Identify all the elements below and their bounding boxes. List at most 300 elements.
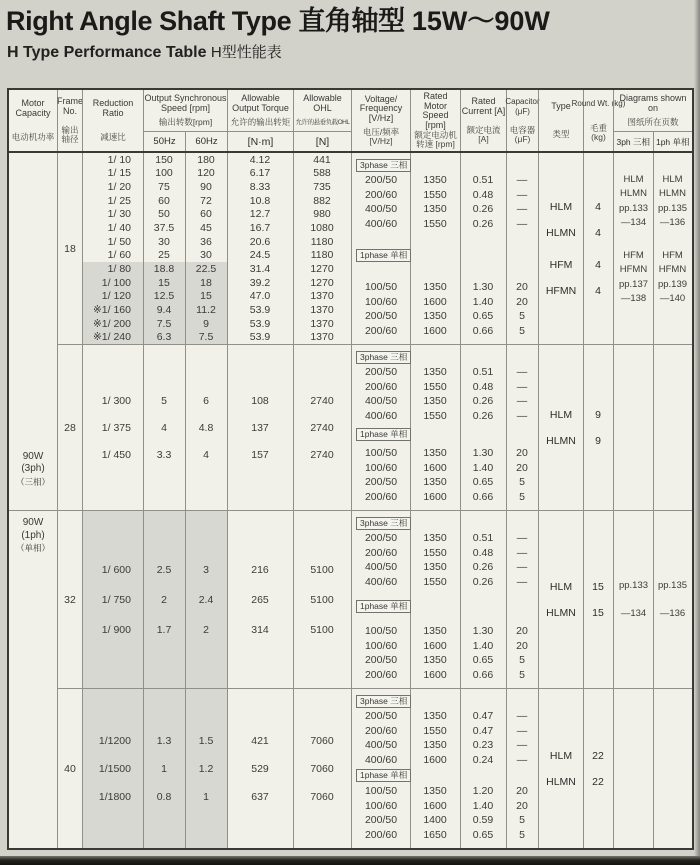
torque-value: 216 [251, 563, 269, 576]
type-value: HLMN [546, 226, 576, 239]
capacitor-value: — [516, 724, 528, 737]
rated-current-value: 0.65 [472, 476, 494, 489]
diagram-columns [613, 689, 692, 848]
elec-row [352, 295, 538, 310]
diagram-3ph-cell [614, 689, 653, 848]
torque-value: 16.7 [249, 222, 271, 235]
capacitor-value: — [516, 188, 528, 201]
spacer [352, 615, 538, 625]
diagram-page-ref: HLMN [620, 188, 647, 200]
header-rated-current-en: Rated Current [A] [461, 96, 506, 116]
rated-current-value: 0.48 [472, 188, 494, 201]
header-output-speed [143, 90, 227, 151]
capacitor-value: 20 [516, 625, 528, 638]
torque-value: 529 [251, 762, 269, 775]
ohl-value: 7060 [310, 762, 334, 775]
voltage-frequency-value: 200/60 [364, 380, 398, 393]
elec-row [352, 624, 538, 639]
mech-row [83, 623, 351, 637]
torque-value: 20.6 [249, 235, 271, 248]
elec-row [352, 188, 538, 203]
rated-current-value: 0.51 [472, 174, 494, 187]
rated-speed-value: 1350 [423, 310, 447, 323]
voltage-frequency-value: 100/60 [364, 295, 398, 308]
capacitor-value: — [516, 575, 528, 588]
diagram-1ph-cell [653, 511, 692, 688]
voltage-frequency-value: 400/50 [364, 203, 398, 216]
voltage-frequency-value: 200/50 [364, 532, 398, 545]
frame-block-28 [57, 345, 692, 511]
voltage-frequency-value: 200/50 [364, 310, 398, 323]
weight-value: 15 [592, 606, 604, 619]
capacitor-value: 5 [519, 668, 525, 681]
phase-3ph-label-text: 3phase 三相 [356, 695, 411, 708]
type-weight-columns [538, 153, 613, 344]
speed-50hz-value: 75 [158, 181, 170, 194]
reduction-ratio-value: 1/ 300 [101, 394, 131, 407]
mech-row [83, 262, 351, 276]
page-title [6, 6, 700, 36]
motor-phase-value: (1ph) [21, 529, 45, 541]
voltage-frequency-value: 100/60 [364, 639, 398, 652]
capacitor-value: — [516, 380, 528, 393]
speed-60hz-value: 11.2 [196, 303, 216, 316]
weight-value: 9 [595, 434, 601, 447]
diagram-page-ref: pp.133 [618, 202, 649, 214]
diagram-page-ref: HFMN [619, 264, 648, 276]
phase-3ph-label [352, 515, 538, 531]
header-ohl-unit: [N] [294, 131, 351, 151]
diagram-columns [613, 511, 692, 688]
ohl-value: 2740 [310, 421, 334, 434]
phase-3ph-label [352, 349, 538, 365]
capacitor-value: — [516, 532, 528, 545]
mechanical-columns [82, 153, 351, 344]
type-weight-row [539, 580, 613, 594]
type-value: HFMN [545, 284, 577, 297]
elec-row [352, 173, 538, 188]
elec-row [352, 446, 538, 461]
frame-block-18 [57, 153, 692, 345]
diagram-page-ref: pp.133 [618, 580, 649, 592]
weight-value: 4 [595, 200, 601, 213]
frame-no-cell [57, 689, 82, 848]
frame-block-32 [57, 511, 692, 689]
rated-speed-value: 1350 [423, 476, 447, 489]
torque-value: 24.5 [249, 249, 271, 262]
phase-3ph-label-text: 3phase 三相 [356, 517, 411, 530]
ohl-value: 1180 [310, 249, 334, 262]
ohl-value: 1270 [310, 262, 334, 275]
spacer [352, 231, 538, 248]
rated-speed-value: 1350 [423, 395, 447, 408]
speed-50hz-value: 1.7 [156, 623, 172, 636]
speed-50hz-value: 25 [158, 249, 170, 262]
rated-current-value: 0.26 [472, 409, 494, 422]
reduction-ratio-value: 1/ 900 [101, 623, 131, 636]
speed-60hz-value: 18 [200, 276, 212, 289]
header-output-speed-en: Output Synchronous Speed [rpm] [144, 93, 227, 113]
header-allowable-torque-zh: 允许的输出转矩 [230, 116, 291, 127]
phase-3ph-label [352, 693, 538, 709]
speed-50hz-value: 5 [161, 394, 167, 407]
elec-row [352, 828, 538, 843]
header-capacitor-en: Capacitor (μF) [505, 97, 540, 116]
rated-current-value: 0.65 [472, 654, 494, 667]
rated-current-value: 1.30 [472, 625, 494, 638]
type-weight-row [539, 775, 613, 789]
speed-60hz-value: 4 [203, 448, 209, 461]
capacitor-value: — [516, 203, 528, 216]
frame-no-cell [57, 511, 82, 688]
torque-value: 8.33 [249, 181, 271, 194]
elec-row [352, 546, 538, 561]
header-reduction-ratio-en: Reduction Ratio [92, 98, 134, 118]
type-weight-row [539, 284, 613, 298]
header-voltage-frequency [351, 90, 410, 151]
phase-1ph-label [352, 599, 538, 615]
voltage-frequency-value: 200/60 [364, 188, 398, 201]
elec-row [352, 639, 538, 654]
elec-row [352, 365, 538, 380]
capacitor-value: — [516, 409, 528, 422]
header-reduction-ratio-zh: 减速比 [100, 131, 126, 142]
rated-speed-value: 1600 [423, 295, 447, 308]
header-rated-current [460, 90, 506, 151]
ohl-value: 1370 [310, 303, 334, 316]
header-60hz: 60Hz [185, 132, 227, 151]
rated-current-value: 0.66 [472, 490, 494, 503]
speed-60hz-value: 180 [197, 153, 215, 166]
capacitor-value: 20 [516, 295, 528, 308]
phase-1ph-label-text: 1phase 单相 [356, 769, 411, 782]
speed-50hz-value: 3.3 [156, 448, 172, 461]
motor-phase-zh: （三相） [15, 476, 50, 487]
header-rated-current-zh: 额定电流 [A] [466, 125, 501, 144]
ohl-value: 2740 [310, 448, 334, 461]
rated-speed-value: 1600 [423, 753, 447, 766]
rated-speed-value: 1350 [423, 785, 447, 798]
mech-row [83, 289, 351, 303]
page-title-range: 15W～90W [411, 6, 550, 36]
speed-50hz-value: 1.3 [156, 734, 172, 747]
phase-1ph-label-text: 1phase 单相 [356, 600, 411, 613]
page-edge-shadow [694, 0, 700, 865]
elec-row [352, 653, 538, 668]
voltage-frequency-value: 400/50 [364, 395, 398, 408]
capacitor-value: — [516, 710, 528, 723]
header-frame-no-zh: 输出 轴径 [61, 125, 79, 144]
elec-row [352, 709, 538, 724]
capacitor-value: — [516, 561, 528, 574]
rated-current-value: 1.20 [472, 785, 494, 798]
type-weight-columns [538, 345, 613, 510]
rated-current-value: 0.51 [472, 532, 494, 545]
reduction-ratio-value: 1/ 50 [107, 235, 131, 248]
reduction-ratio-value: 1/1800 [98, 790, 131, 803]
mech-row [83, 303, 351, 317]
diagram-page-ref: —136 [659, 607, 686, 619]
diagram-page-ref: HLMN [659, 188, 686, 200]
capacitor-value: 5 [519, 828, 525, 841]
rated-speed-value: 1600 [423, 461, 447, 474]
torque-value: 10.8 [249, 194, 271, 207]
rated-current-value: 1.30 [472, 447, 494, 460]
rated-speed-value: 1350 [423, 710, 447, 723]
speed-50hz-value: 4 [161, 421, 167, 434]
rated-speed-value: 1600 [423, 668, 447, 681]
ohl-value: 1180 [310, 235, 334, 248]
diagram-1ph-cell [653, 153, 692, 344]
diagram-3ph-cell [614, 345, 653, 510]
type-value: HLM [549, 580, 573, 593]
speed-50hz-value: 1 [161, 762, 167, 775]
torque-value: 265 [251, 593, 269, 606]
diagram-page-ref: pp.135 [657, 202, 688, 214]
mech-row [83, 221, 351, 235]
reduction-ratio-value: 1/1200 [98, 734, 131, 747]
type-weight-row [539, 408, 613, 422]
reduction-ratio-value: ※1/ 160 [93, 303, 131, 316]
torque-value: 157 [251, 448, 269, 461]
rated-speed-value: 1600 [423, 324, 447, 337]
ohl-value: 2740 [310, 394, 334, 407]
diagram-columns [613, 153, 692, 344]
speed-50hz-value: 2 [161, 593, 167, 606]
voltage-frequency-value: 200/50 [364, 654, 398, 667]
diagram-page-ref: pp.135 [657, 580, 688, 592]
rated-speed-value: 1550 [423, 575, 447, 588]
rated-speed-value: 1350 [423, 739, 447, 752]
ohl-value: 5100 [310, 623, 334, 636]
speed-50hz-value: 2.5 [156, 563, 172, 576]
rated-current-value: 0.26 [472, 203, 494, 216]
speed-60hz-value: 60 [200, 208, 212, 221]
phase-3ph-label [352, 157, 538, 173]
header-type-en: Type [551, 100, 571, 111]
header-allowable-torque [227, 90, 293, 151]
type-weight-columns [538, 511, 613, 688]
torque-value: 47.0 [249, 290, 271, 303]
header-output-speed-zh: 输出转数[rpm] [158, 116, 213, 127]
torque-value: 53.9 [249, 331, 271, 344]
elec-row [352, 724, 538, 739]
voltage-frequency-value: 200/50 [364, 366, 398, 379]
speed-60hz-value: 9 [203, 317, 209, 330]
ohl-value: 1370 [310, 331, 334, 344]
mech-row [83, 762, 351, 776]
elec-row [352, 461, 538, 476]
reduction-ratio-value: 1/ 100 [101, 276, 131, 289]
reduction-ratio-value: 1/ 750 [101, 593, 131, 606]
header-allowable-torque-en: Allowable Output Torque [232, 93, 289, 113]
ohl-value: 1080 [310, 222, 334, 235]
mech-row [83, 194, 351, 208]
voltage-frequency-value: 400/60 [364, 217, 398, 230]
speed-60hz-value: 2 [203, 623, 209, 636]
type-value: HLMN [546, 434, 576, 447]
header-diagrams-zh: 图纸所在页数 [627, 116, 679, 127]
header-torque-unit: [N·m] [228, 131, 293, 151]
capacitor-value: — [516, 395, 528, 408]
reduction-ratio-value: 1/ 60 [107, 249, 131, 262]
page-title-en: Right Angle Shaft Type [6, 6, 292, 36]
elec-row [352, 490, 538, 505]
mech-row [83, 421, 351, 435]
table-header-row [9, 90, 692, 153]
elec-row [352, 324, 538, 339]
rated-speed-value: 1550 [423, 546, 447, 559]
mechanical-columns [82, 511, 351, 688]
elec-row [352, 531, 538, 546]
voltage-frequency-value: 200/60 [364, 828, 398, 841]
header-frame-no [57, 90, 82, 151]
capacitor-value: 5 [519, 310, 525, 323]
voltage-frequency-value: 200/60 [364, 668, 398, 681]
elec-row [352, 280, 538, 295]
mech-row [83, 248, 351, 262]
rated-current-value: 0.23 [472, 739, 494, 752]
electrical-columns [351, 345, 538, 510]
diagram-1ph-cell [653, 689, 692, 848]
weight-value: 22 [592, 749, 604, 762]
capacitor-value: — [516, 174, 528, 187]
rated-current-value: 0.48 [472, 380, 494, 393]
ohl-value: 882 [313, 194, 331, 207]
electrical-columns [351, 511, 538, 688]
voltage-frequency-value: 100/50 [364, 625, 398, 638]
rated-current-value: 0.65 [472, 310, 494, 323]
motor-capacity-1ph-cell [9, 511, 57, 848]
torque-value: 421 [251, 734, 269, 747]
elec-row [352, 309, 538, 324]
mechanical-columns [82, 345, 351, 510]
speed-50hz-value: 0.8 [156, 790, 172, 803]
header-capacitor [506, 90, 538, 151]
mech-row [83, 167, 351, 181]
diagram-page-ref: HFM [662, 249, 683, 261]
rated-current-value: 0.47 [472, 724, 494, 737]
elec-row [352, 409, 538, 424]
capacitor-value: 20 [516, 799, 528, 812]
diagram-page-ref: —136 [659, 217, 686, 229]
header-diagrams-en: Diagrams shown on [619, 93, 687, 113]
diagram-columns [613, 345, 692, 510]
page-header [0, 0, 700, 62]
weight-value: 9 [595, 408, 601, 421]
voltage-frequency-value: 200/50 [364, 814, 398, 827]
page-subtitle-zh: H型性能表 [210, 44, 282, 61]
speed-50hz-value: 150 [155, 153, 173, 166]
torque-value: 637 [251, 790, 269, 803]
type-weight-row [539, 226, 613, 240]
diagram-page-ref: —140 [659, 293, 686, 305]
mech-row [83, 276, 351, 290]
header-type-zh: 类型 [552, 129, 570, 140]
rated-speed-value: 1350 [423, 174, 447, 187]
elec-row [352, 668, 538, 683]
rated-current-value: 0.66 [472, 324, 494, 337]
mech-row [83, 153, 351, 167]
elec-row [352, 738, 538, 753]
type-weight-row [539, 606, 613, 620]
rated-current-value: 1.40 [472, 295, 494, 308]
capacitor-value: — [516, 753, 528, 766]
header-motor-capacity-en: Motor Capacity [15, 98, 51, 118]
speed-50hz-value: 100 [155, 167, 173, 180]
rated-current-value: 0.26 [472, 575, 494, 588]
rated-speed-value: 1600 [423, 799, 447, 812]
rated-speed-value: 1400 [423, 814, 447, 827]
rated-current-value: 1.40 [472, 799, 494, 812]
speed-50hz-value: 7.5 [156, 317, 172, 330]
reduction-ratio-value: 1/ 40 [107, 222, 131, 235]
rated-current-value: 1.30 [472, 281, 494, 294]
weight-value: 15 [592, 580, 604, 593]
voltage-frequency-value: 400/50 [364, 739, 398, 752]
torque-value: 108 [251, 394, 269, 407]
voltage-frequency-value: 200/60 [364, 490, 398, 503]
ohl-value: 1370 [310, 317, 334, 330]
reduction-ratio-value: 1/ 10 [107, 153, 131, 166]
rated-speed-value: 1550 [423, 724, 447, 737]
capacitor-value: 20 [516, 447, 528, 460]
reduction-ratio-value: 1/ 375 [101, 421, 131, 434]
header-allowable-ohl-zh: 允许的悬垂负载OHL [295, 118, 350, 126]
rated-speed-value: 1600 [423, 490, 447, 503]
torque-value: 314 [251, 623, 269, 636]
mech-row [83, 593, 351, 607]
speed-50hz-value: 12.5 [153, 290, 175, 303]
header-frame-no-en: Frame No. [57, 96, 84, 116]
speed-60hz-value: 2.4 [198, 593, 214, 606]
page-title-zh: 直角轴型 [298, 6, 405, 36]
header-voltage-frequency-en: Voltage/ Frequency [V/Hz] [359, 93, 403, 123]
diagram-page-ref: pp.137 [618, 278, 649, 290]
rated-speed-value: 1650 [423, 828, 447, 841]
motor-phase-zh: （单相） [15, 543, 50, 553]
speed-60hz-value: 30 [200, 249, 212, 262]
diagram-page-ref: —138 [620, 293, 647, 305]
table-body-blocks [57, 153, 692, 848]
voltage-frequency-value: 200/60 [364, 546, 398, 559]
speed-50hz-value: 15 [158, 276, 170, 289]
ohl-value: 588 [313, 167, 331, 180]
header-round-weight-en: Round Wt. (kg) [571, 99, 626, 109]
elec-row [352, 217, 538, 232]
reduction-ratio-value: 1/ 15 [107, 167, 131, 180]
motor-capacity-column [9, 153, 57, 848]
phase-1ph-label [352, 768, 538, 784]
elec-row [352, 560, 538, 575]
rated-current-value: 0.47 [472, 710, 494, 723]
rated-current-value: 0.48 [472, 546, 494, 559]
diagram-page-ref: —134 [620, 217, 647, 229]
rated-speed-value: 1350 [423, 281, 447, 294]
type-value: HLM [549, 749, 573, 762]
torque-value: 137 [251, 421, 269, 434]
phase-3ph-label-text: 3phase 三相 [356, 159, 411, 172]
rated-current-value: 0.51 [472, 366, 494, 379]
reduction-ratio-value: 1/ 120 [101, 290, 131, 303]
voltage-frequency-value: 200/50 [364, 710, 398, 723]
mech-row [83, 235, 351, 249]
electrical-columns [351, 689, 538, 848]
ohl-value: 1270 [310, 276, 334, 289]
capacitor-value: 20 [516, 461, 528, 474]
type-weight-row [539, 258, 613, 272]
rated-speed-value: 1350 [423, 654, 447, 667]
